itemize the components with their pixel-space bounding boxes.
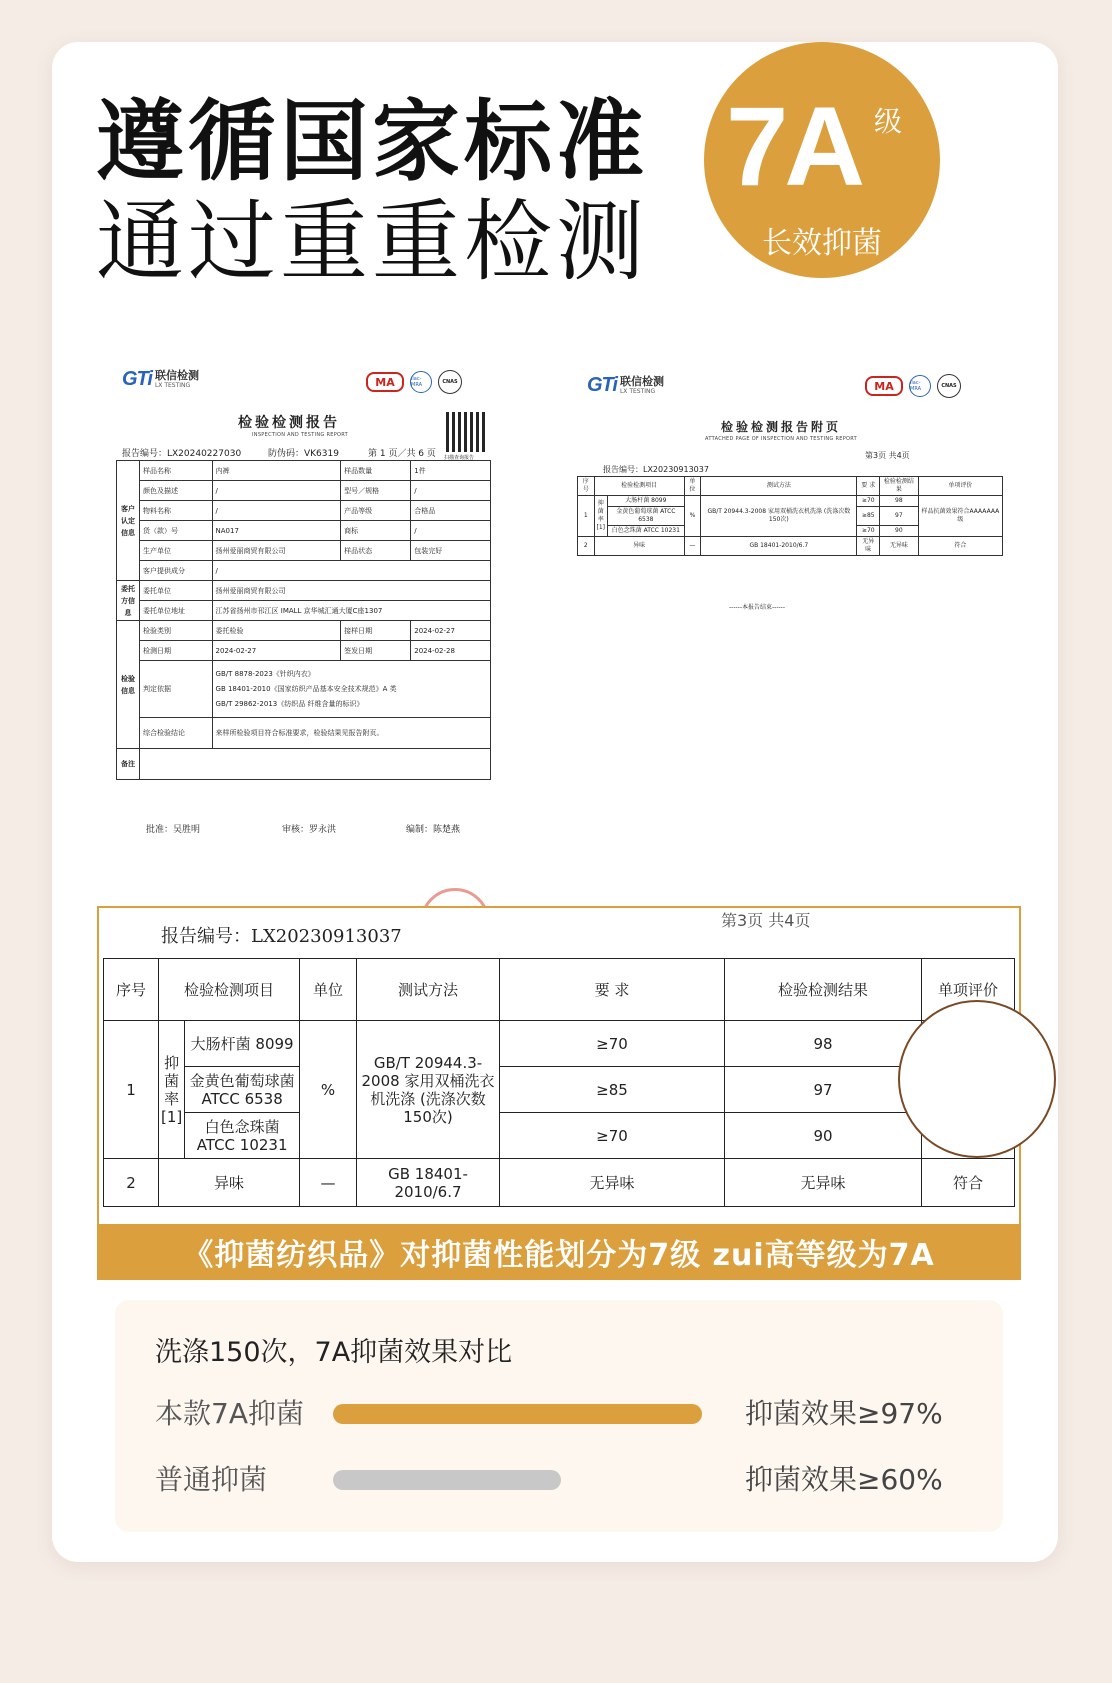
approver: 批准：吴胜明 (146, 825, 201, 835)
reviewer: 审核：罗永洪 (282, 825, 337, 835)
ma-icon: MA (865, 376, 903, 396)
lx-logo-icon: GTi (122, 368, 152, 390)
report-table-small (577, 476, 1003, 556)
table-row: 2 异味 — GB 18401-2010/6.7 无异味 无异味 符合 (104, 1159, 1015, 1207)
badge-grade: 7A (726, 84, 862, 209)
report-end: ------本报告结束------ (729, 604, 785, 611)
report-table (116, 460, 491, 780)
table-row: 白色念珠菌 ATCC 10231 ≥70 90 (578, 526, 1003, 537)
table-row: 委托方信息 委托单位 扬州爱丽商贸有限公司 (117, 581, 491, 601)
table-row: 客户认定信息 样品名称 内裤 样品数量 1件 (117, 461, 491, 481)
org-name: 联信检测 (619, 375, 664, 388)
ilac-icon: ilac-MRA (909, 375, 931, 397)
report-title: 检验检测报告 (238, 415, 340, 431)
report-no: 报告编号：LX20240227030 (122, 449, 242, 459)
comparison-value-normal: 抑菌效果≥60% (745, 1463, 943, 1496)
table-row: 生产单位 扬州爱丽商贸有限公司 样品状态 包装完好 (117, 541, 491, 561)
table-row: 金黄色葡萄球菌 ATCC 6538 ≥85 97 (578, 507, 1003, 526)
zoom-report-no: 报告编号：LX20230913037 (161, 926, 402, 947)
comparison-panel (115, 1300, 1003, 1532)
table-row: 1 抑菌率[1] 大肠杆菌 8099 % GB/T 20944.3-2008 家用双桶洗衣机洗涤 (洗涤次数150次) ≥70 98 (104, 1021, 1015, 1067)
lx-logo (587, 374, 664, 397)
page-no: 第 1 页／共 6 页 (368, 449, 436, 459)
report-right (565, 348, 1017, 638)
zoom-page-no: 第3页 共4页 (721, 911, 811, 930)
table-row: 货（款）号 NA017 商标 / (117, 521, 491, 541)
comparison-title: 洗涤150次，7A抑菌效果对比 (155, 1337, 513, 1368)
table-row: 备注 (117, 749, 491, 780)
headline-line2: 通过重重检测 (96, 190, 649, 293)
table-row: 客户提供成分 / (117, 561, 491, 581)
report-title-en: INSPECTION AND TESTING REPORT (252, 432, 349, 438)
comparison-bar-normal (333, 1470, 561, 1490)
ma-icon: MA (366, 372, 404, 392)
comparison-label-normal: 普通抑菌 (155, 1463, 268, 1496)
standard-banner: 《抑菌纺织品》对抑菌性能划分为7级 zui高等级为7A (97, 1224, 1021, 1280)
cert-logos (865, 374, 961, 398)
cnas-icon: CNAS (438, 370, 462, 394)
table-row: 2 异味 — GB 18401-2010/6.7 无异味 无异味 符合 (578, 537, 1003, 556)
table-row: 颜色及描述 / 型号／规格 / (117, 481, 491, 501)
anti-fake-code: 防伪码：VK6319 (268, 449, 339, 459)
zoomed-report (97, 906, 1021, 1228)
cert-logos (366, 370, 462, 394)
badge-label: 长效抑菌 (762, 226, 882, 261)
table-row: 检测日期 2024-02-27 签发日期 2024-02-28 (117, 641, 491, 661)
lx-logo-icon: GTi (587, 374, 617, 396)
table-row: 序号 检验检测项目 单位 测试方法 要 求 检验检测结果 单项评价 (578, 477, 1003, 496)
report-title-en: ATTACHED PAGE OF INSPECTION AND TESTING REPORT (705, 436, 858, 442)
table-row: 白色念珠菌 ATCC 10231 ≥70 90 (104, 1113, 1015, 1159)
ilac-icon: ilac-MRA (410, 371, 432, 393)
report-left (100, 348, 555, 893)
table-row: 1 抑菌率[1] 大肠杆菌 8099 % GB/T 20944.3-2008 家用双桶洗衣机洗涤 (洗涤次数150次) ≥70 98 样品抗菌效果符合AAAAAAA级 (578, 496, 1003, 507)
comparison-label-7a: 本款7A抑菌 (155, 1397, 304, 1430)
headline-line1: 遵循国家标准 (96, 90, 649, 193)
table-row: 物料名称 / 产品等级 合格品 (117, 501, 491, 521)
lx-logo (122, 368, 199, 391)
cnas-icon: CNAS (937, 374, 961, 398)
zoom-table (103, 958, 1015, 1207)
grade-badge (704, 42, 940, 278)
compiler: 编制：陈楚燕 (406, 825, 461, 835)
table-row: 委托单位地址 江苏省扬州市邗江区 IMALL 京华城汇通大厦C座1307 (117, 601, 491, 621)
table-row: 金黄色葡萄球菌 ATCC 6538 ≥85 97 (104, 1067, 1015, 1113)
badge-unit: 级 (874, 105, 903, 138)
report-no: 报告编号：LX20230913037 (603, 465, 709, 474)
qr-code-icon (446, 412, 486, 452)
table-row: 综合检验结论 来样所检验项目符合标准要求，检验结果见报告附页。 (117, 718, 491, 749)
org-name-en: LX TESTING (619, 388, 656, 395)
comparison-bar-7a (333, 1404, 702, 1424)
table-row: 序号 检验检测项目 单位 测试方法 要 求 检验检测结果 单项评价 (104, 959, 1015, 1021)
magnifier-highlight-icon (898, 1000, 1056, 1158)
page-no: 第3页 共4页 (865, 451, 910, 460)
table-row: 判定依据 GB/T 8878-2023《针织内衣》 GB 18401-2010《国家纺织产品基本安全技术规范》A 类 GB/T 29862-2013《纺织品 纤维含量的标识》 (117, 661, 491, 718)
table-row: 检验信息 检验类别 委托检验 接样日期 2024-02-27 (117, 621, 491, 641)
report-title: 检验检测报告附页 (721, 420, 842, 434)
org-name: 联信检测 (154, 369, 199, 382)
qr-caption: 扫描查询报告 (444, 455, 475, 461)
comparison-value-7a: 抑菌效果≥97% (745, 1397, 943, 1430)
org-name-en: LX TESTING (154, 382, 191, 389)
